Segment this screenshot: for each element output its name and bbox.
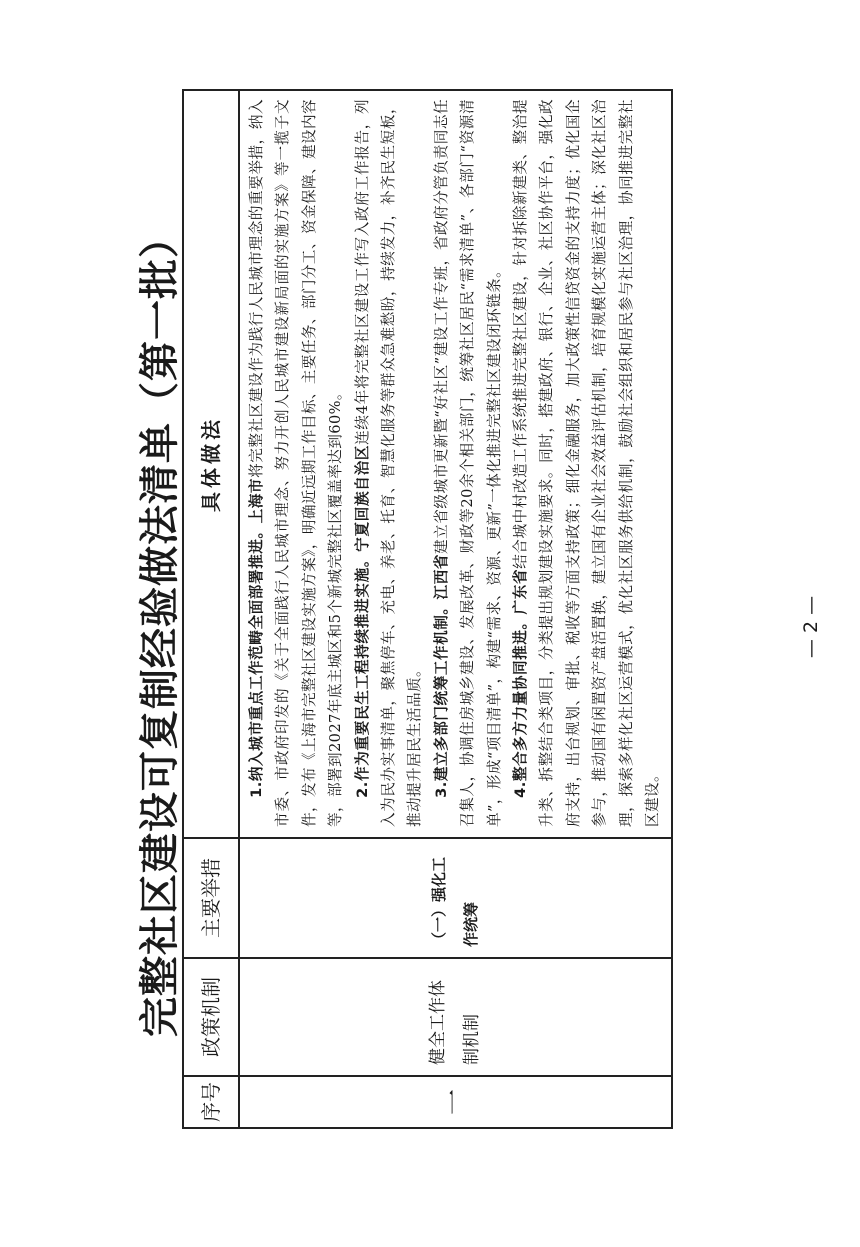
item-region: 广东省 — [512, 568, 530, 615]
row-mechanism: 健全工作体制机制 — [239, 958, 672, 1076]
header-seq: 序号 — [183, 1076, 239, 1128]
item-region: 上海市 — [248, 477, 265, 524]
item-heading: 4.整合多方力量协同推进。 — [512, 614, 530, 798]
item-region: 江西省 — [432, 554, 450, 600]
table-row — [239, 90, 672, 1128]
detail-item-3 — [429, 99, 508, 827]
row-seq: 一 — [239, 1076, 672, 1128]
detail-item-4 — [508, 99, 666, 827]
header-detail: 具体做法 — [183, 90, 239, 838]
item-heading: 2.作为重要民生工程持续推进实施。 — [353, 551, 371, 798]
header-measure: 主要举措 — [183, 838, 239, 958]
item-body: 结合城中村改造工作系统推进完整社区建设，针对拆除新建类、整治提升类、拆整结合类项目，分类提出规划建设实施要求。同时，搭建政府、银行、企业、社区协作平台，强化政府支持，出台规划、审批、税收等方面支持政策；细化金融服务，加大政策性信贷资金的支持力度；优化国企参与，推动国有闲置资产盘活置换，建立国有企业社会效益评估机制，培育规模化实施运营主体；深化社区治理，探索多样化社区运营模式，优化社区服务供给机制，鼓励社会组织和居民参与社区治理，协同推进完整社区建设。 — [512, 98, 662, 827]
item-region: 宁夏回族自治区 — [353, 444, 371, 552]
item-heading: 1.纳入城市重点工作范畴全面部署推进。 — [248, 523, 265, 798]
row-detail — [239, 90, 672, 838]
table-header-row — [183, 90, 239, 1128]
row-measure: （一）强化工作统筹 — [239, 838, 672, 958]
item-body: 连续4年将完整社区建设工作写入政府工作报告，列入为民办实事清单，聚焦停车、充电、养老、托育、智慧化服务等群众急难愁盼，持续发力，补齐民生短板，推动提升居民生活品质。 — [353, 99, 424, 827]
document-title: 完整社区建设可复制经验做法清单（第一批） — [136, 217, 183, 1037]
detail-item-2 — [350, 99, 429, 827]
page-number: — 2 — — [800, 595, 822, 659]
item-body: 将完整社区建设作为践行人民城市理念的重要举措，纳入市委、市政府印发的《关于全面践行人民城市理念、努力开创人民城市建设新局面的实施方案》等一揽子文件，发布《上海市完整社区建设实施方案》，明确近远期工作目标、主要任务、部门分工、资金保障、建设内容等，部署到2027年底主城区和5个新城完整社区覆盖率达到60%。 — [248, 99, 345, 827]
item-body: 建立省级城市更新暨“好社区”建设工作专班，省政府分管负责同志任召集人，协调住房城乡建设、发展改革、财政等20余个相关部门，统筹社区居民“需求清单”、各部门“资源清单”，形成“项目清单”，构建“需求、资源、更新”一体化推进完整社区建设闭环链条。 — [432, 99, 503, 827]
detail-item-1 — [244, 99, 350, 827]
header-mechanism: 政策机制 — [183, 958, 239, 1076]
measures-table — [182, 89, 673, 1129]
item-heading: 3.建立多部门统筹工作机制。 — [432, 599, 450, 798]
